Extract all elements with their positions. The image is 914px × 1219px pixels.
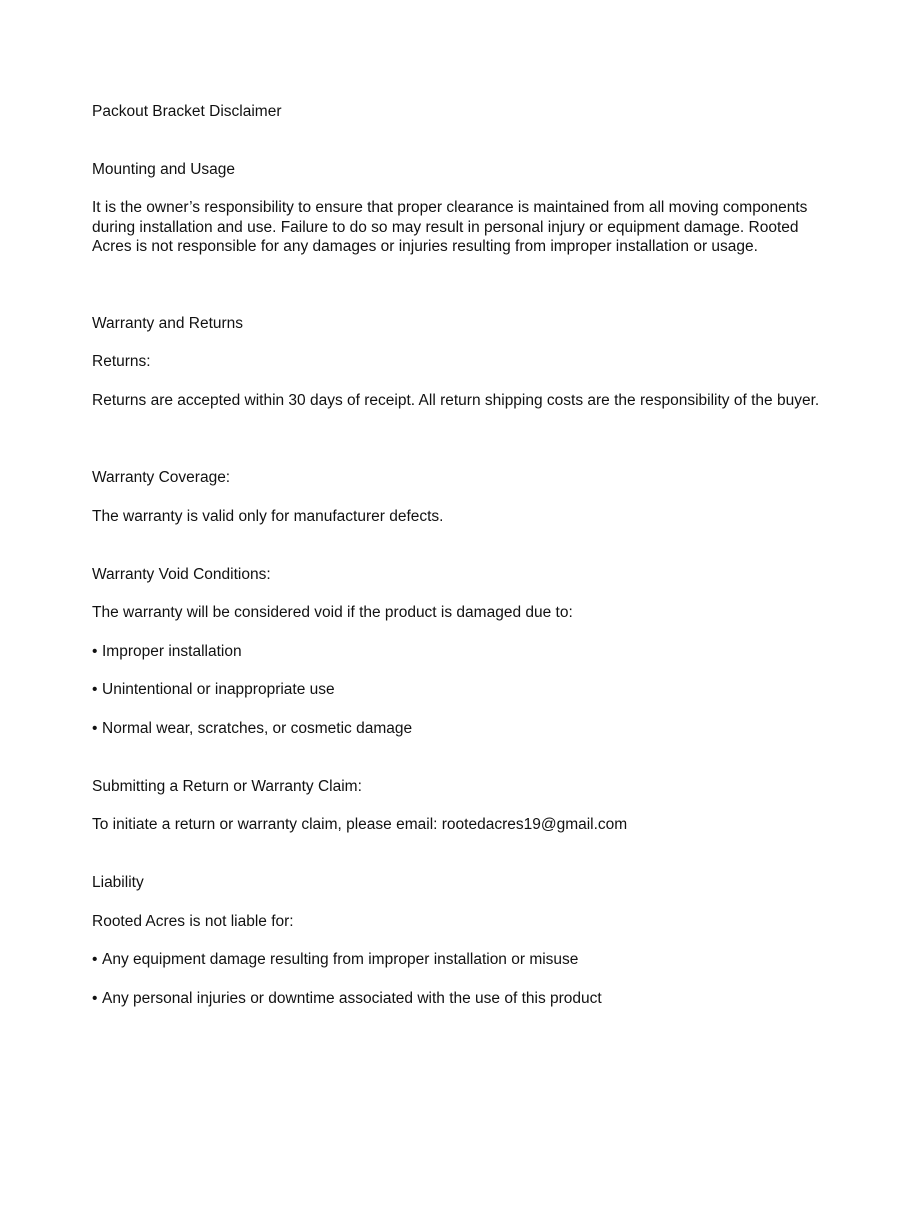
liability-item-text: Any equipment damage resulting from improper installation or misuse bbox=[102, 951, 579, 968]
coverage-paragraph: The warranty is valid only for manufacturer defects. bbox=[92, 508, 444, 525]
liability-intro: Rooted Acres is not liable for: bbox=[92, 913, 294, 930]
claim-label: Submitting a Return or Warranty Claim: bbox=[92, 778, 362, 795]
list-item bbox=[92, 642, 242, 662]
claim-paragraph: To initiate a return or warranty claim, please email: rootedacres19@gmail.com bbox=[92, 816, 628, 833]
list-item bbox=[92, 989, 602, 1009]
void-intro: The warranty will be considered void if the product is damaged due to: bbox=[92, 604, 573, 621]
document-title: Packout Bracket Disclaimer bbox=[92, 103, 282, 120]
warranty-heading: Warranty and Returns bbox=[92, 315, 244, 332]
void-item-text: Unintentional or inappropriate use bbox=[102, 681, 335, 698]
coverage-label: Warranty Coverage: bbox=[92, 469, 231, 486]
bullet-icon: • bbox=[92, 643, 98, 660]
list-item bbox=[92, 950, 578, 970]
returns-paragraph: Returns are accepted within 30 days of receipt. All return shipping costs are the responsibility of the buyer. bbox=[92, 392, 820, 409]
void-item-text: Improper installation bbox=[102, 643, 242, 660]
mounting-paragraph: It is the owner’s responsibility to ensure that proper clearance is maintained from all moving components during installation and use. Failure to do so may result in personal injury or equipment damage. Rooted Acres is not responsible for any damages or injuries resulting from improper installation or usage. bbox=[92, 199, 808, 255]
returns-label: Returns: bbox=[92, 353, 151, 370]
liability-heading: Liability bbox=[92, 874, 144, 891]
bullet-icon: • bbox=[92, 951, 98, 968]
bullet-icon: • bbox=[92, 720, 98, 737]
list-item bbox=[92, 719, 412, 739]
mounting-heading: Mounting and Usage bbox=[92, 161, 236, 178]
bullet-icon: • bbox=[92, 681, 98, 698]
liability-item-text: Any personal injuries or downtime associated with the use of this product bbox=[102, 990, 602, 1007]
void-label: Warranty Void Conditions: bbox=[92, 566, 271, 583]
void-item-text: Normal wear, scratches, or cosmetic damage bbox=[102, 720, 413, 737]
list-item bbox=[92, 680, 335, 700]
bullet-icon: • bbox=[92, 990, 98, 1007]
